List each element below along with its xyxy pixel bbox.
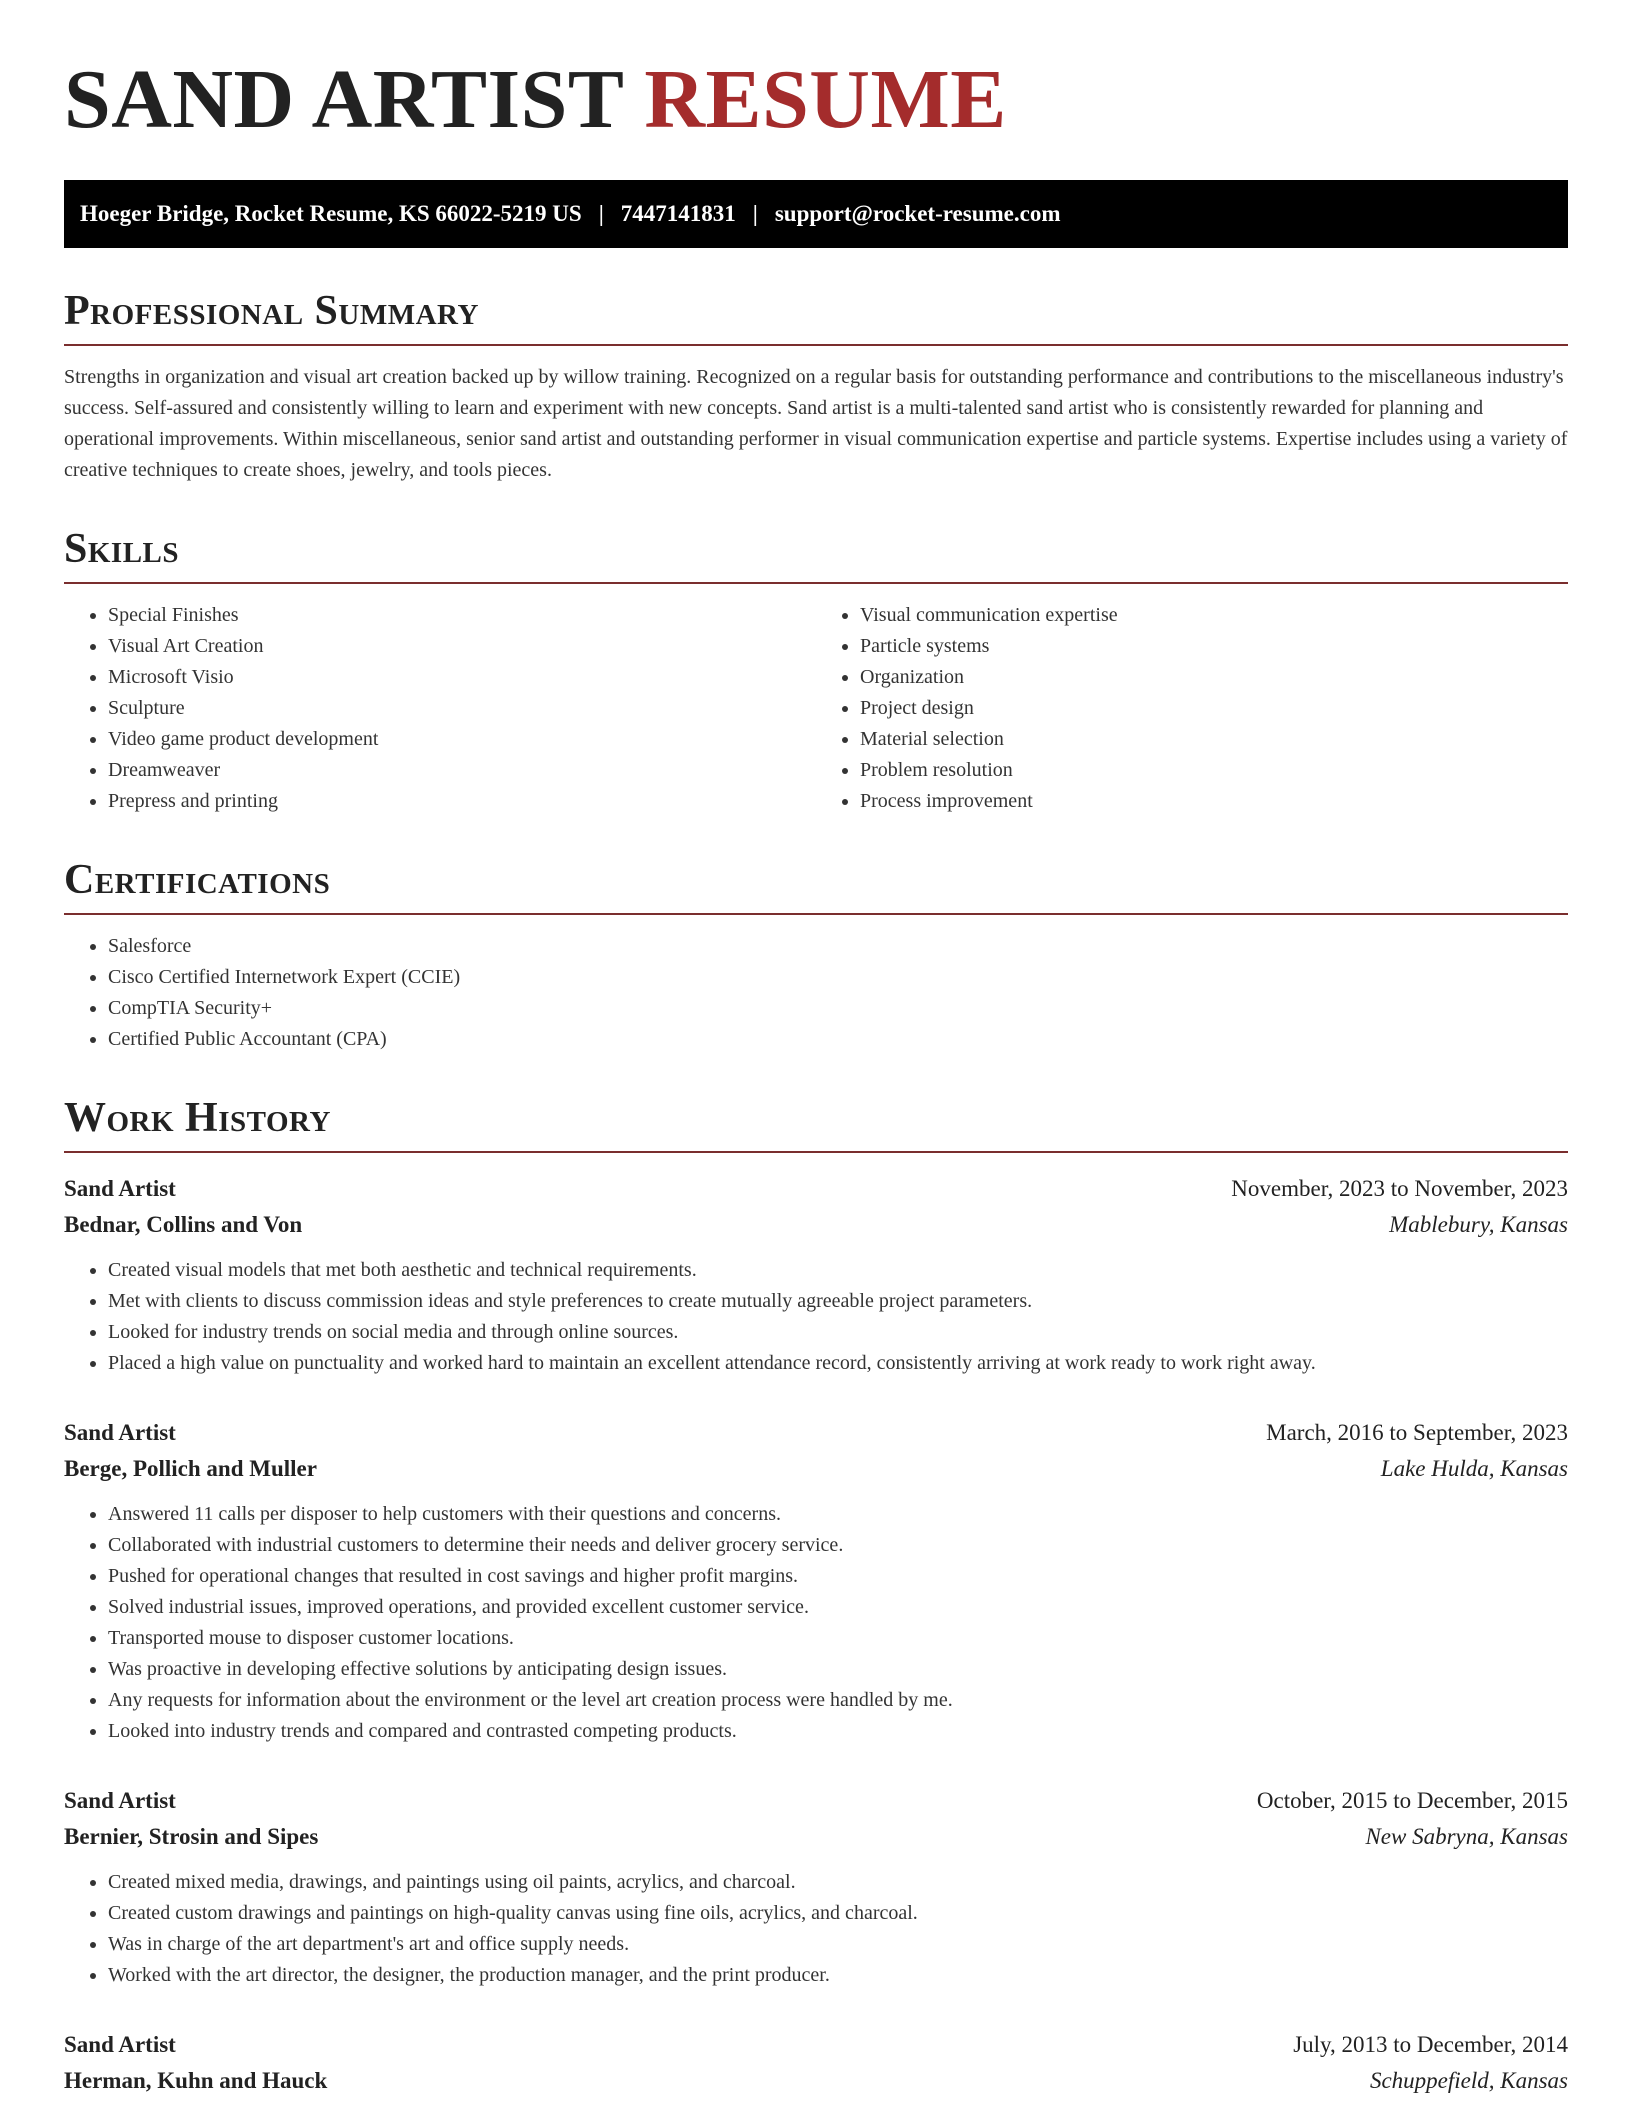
job-entry xyxy=(64,2027,1568,2099)
list-item: • Answered 11 calls per disposer to help customers with their questions and concerns. xyxy=(108,1499,1568,1530)
job-title: Sand Artist xyxy=(64,2032,176,2057)
skills-section xyxy=(64,528,1568,817)
contact-email: support@rocket-resume.com xyxy=(774,201,1061,226)
list-item: • Visual Art Creation xyxy=(108,631,816,662)
list-item: • Solved industrial issues, improved operations, and provided excellent customer service. xyxy=(108,1592,1568,1623)
list-item: • Cisco Certified Internetwork Expert (CCIE) xyxy=(108,962,1568,993)
job-company: Bednar, Collins and Von xyxy=(64,1212,303,1237)
list-item: • Worked with the art director, the designer, the production manager, and the print producer. xyxy=(108,1960,1568,1991)
title-name: SAND ARTIST xyxy=(64,53,623,146)
list-item: • Transported mouse to disposer customer locations. xyxy=(108,1623,1568,1654)
contact-bar xyxy=(64,180,1568,248)
list-item: • Looked for industry trends on social media and through online sources. xyxy=(108,1317,1568,1348)
title-resume: RESUME xyxy=(644,53,1007,146)
job-list xyxy=(64,1171,1568,2099)
job-dates: July, 2013 to December, 2014 xyxy=(1293,2032,1568,2057)
list-item: • Project design xyxy=(860,693,1568,724)
certifications-list xyxy=(64,931,1568,1055)
list-item: • Dreamweaver xyxy=(108,755,816,786)
job-title: Sand Artist xyxy=(64,1420,176,1445)
job-header-row xyxy=(64,1171,1568,1207)
list-item: • Was proactive in developing effective solutions by anticipating design issues. xyxy=(108,1654,1568,1685)
job-company-row xyxy=(64,1819,1568,1855)
list-item: • Sculpture xyxy=(108,693,816,724)
summary-heading: Professional Summary xyxy=(64,290,1568,346)
resume-title xyxy=(64,53,1568,146)
skills-grid xyxy=(64,584,1568,817)
list-item: • Organization xyxy=(860,662,1568,693)
list-item: • Met with clients to discuss commission ideas and style preferences to create mutually agreeable project parameters. xyxy=(108,1286,1568,1317)
job-entry xyxy=(64,1171,1568,1379)
skills-list-right xyxy=(816,600,1568,817)
contact-phone: 7447141831 xyxy=(620,201,736,226)
list-item: • Certified Public Accountant (CPA) xyxy=(108,1024,1568,1055)
skills-list-left xyxy=(64,600,816,817)
job-header-row xyxy=(64,1783,1568,1819)
list-item: • Looked into industry trends and compared and contrasted competing products. xyxy=(108,1716,1568,1747)
job-location: New Sabryna, Kansas xyxy=(1365,1824,1568,1849)
job-bullets xyxy=(64,1867,1568,1991)
job-header-row xyxy=(64,1415,1568,1451)
summary-section xyxy=(64,290,1568,486)
work-history-heading: Work History xyxy=(64,1097,1568,1153)
contact-address: Hoeger Bridge, Rocket Resume, KS 66022-5219 US xyxy=(80,201,582,226)
job-dates: March, 2016 to September, 2023 xyxy=(1266,1420,1568,1445)
list-item: • Salesforce xyxy=(108,931,1568,962)
list-item: • Prepress and printing xyxy=(108,786,816,817)
job-company-row xyxy=(64,2063,1568,2099)
list-item: • Created custom drawings and paintings on high-quality canvas using fine oils, acrylics, and charcoal. xyxy=(108,1898,1568,1929)
job-header-row xyxy=(64,2027,1568,2063)
job-dates: November, 2023 to November, 2023 xyxy=(1231,1176,1568,1201)
job-bullets xyxy=(64,1255,1568,1379)
list-item: • Created mixed media, drawings, and paintings using oil paints, acrylics, and charcoal. xyxy=(108,1867,1568,1898)
list-item: • Special Finishes xyxy=(108,600,816,631)
list-item: • Visual communication expertise xyxy=(860,600,1568,631)
job-entry xyxy=(64,1783,1568,1991)
list-item: • Process improvement xyxy=(860,786,1568,817)
list-item: • Video game product development xyxy=(108,724,816,755)
list-item: • Any requests for information about the environment or the level art creation process were handled by me. xyxy=(108,1685,1568,1716)
job-company-row xyxy=(64,1207,1568,1243)
summary-text: Strengths in organization and visual art creation backed up by willow training. Recognized on a regular basis for outstanding performance and contributions to the miscellaneous industry's success. Self-assured and consistently willing to learn and experiment with new concepts. Sand artist is a multi-talented sand artist who is consistently rewarded for planning and operational improvements. Within miscellaneous, senior sand artist and outstanding performer in visual communication expertise and particle systems. Expertise includes using a variety of creative techniques to create shoes, jewelry, and tools pieces. xyxy=(64,366,1568,481)
list-item: • Problem resolution xyxy=(860,755,1568,786)
job-title: Sand Artist xyxy=(64,1176,176,1201)
list-item: • Pushed for operational changes that resulted in cost savings and higher profit margins. xyxy=(108,1561,1568,1592)
skills-heading: Skills xyxy=(64,528,1568,584)
job-company: Herman, Kuhn and Hauck xyxy=(64,2068,328,2093)
list-item: • Created visual models that met both aesthetic and technical requirements. xyxy=(108,1255,1568,1286)
list-item: • Was in charge of the art department's art and office supply needs. xyxy=(108,1929,1568,1960)
list-item: • CompTIA Security+ xyxy=(108,993,1568,1024)
list-item: • Material selection xyxy=(860,724,1568,755)
work-history-section xyxy=(64,1097,1568,2099)
job-company: Berge, Pollich and Muller xyxy=(64,1456,317,1481)
job-company: Bernier, Strosin and Sipes xyxy=(64,1824,319,1849)
list-item: • Placed a high value on punctuality and worked hard to maintain an excellent attendance record, consistently arriving at work ready to work right away. xyxy=(108,1348,1568,1379)
job-bullets xyxy=(64,1499,1568,1747)
certifications-heading: Certifications xyxy=(64,859,1568,915)
job-title: Sand Artist xyxy=(64,1788,176,1813)
contact-separator: | xyxy=(598,201,604,226)
job-location: Mablebury, Kansas xyxy=(1389,1212,1568,1237)
contact-separator: | xyxy=(752,201,758,226)
certifications-section xyxy=(64,859,1568,1055)
job-location: Lake Hulda, Kansas xyxy=(1380,1456,1568,1481)
list-item: • Collaborated with industrial customers to determine their needs and deliver grocery service. xyxy=(108,1530,1568,1561)
job-location: Schuppefield, Kansas xyxy=(1369,2068,1568,2093)
job-dates: October, 2015 to December, 2015 xyxy=(1256,1788,1568,1813)
list-item: • Particle systems xyxy=(860,631,1568,662)
job-entry xyxy=(64,1415,1568,1747)
job-company-row xyxy=(64,1451,1568,1487)
list-item: • Microsoft Visio xyxy=(108,662,816,693)
